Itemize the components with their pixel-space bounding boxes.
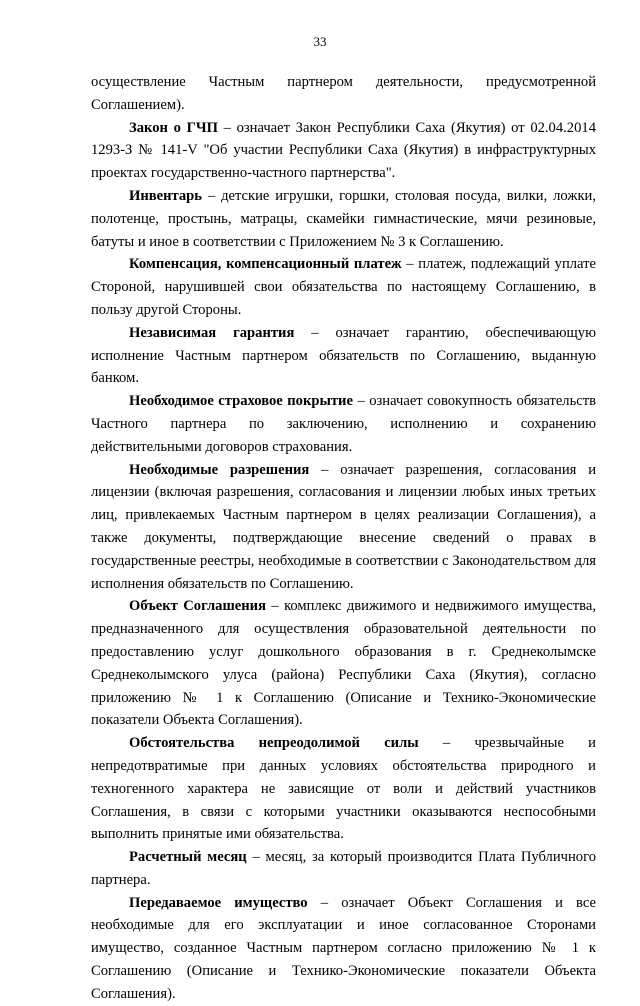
- definition-paragraph: [91, 253, 596, 321]
- definition-paragraph: [91, 185, 596, 253]
- definition-term: Обстоятельства непреодолимой силы: [129, 735, 419, 752]
- definition-paragraph: [91, 846, 596, 892]
- definition-text: – означает Закон Республики Саха (Якутия) от 02.04.2014 1293-З № 141-V "Об участии Республики Саха (Якутия) в инфраструктурных проектах государственно-частного партнерства".: [91, 119, 596, 182]
- page-number: 33: [313, 34, 327, 49]
- definition-paragraph: [91, 459, 596, 596]
- definition-text: – месяц, за который производится Плата Публичного партнера.: [91, 849, 596, 888]
- definition-term: Необходимые разрешения: [129, 461, 310, 478]
- definition-term: Инвентарь: [129, 187, 203, 204]
- definition-term: Независимая гарантия: [129, 324, 295, 341]
- definition-term: Компенсация, компенсационный платеж: [129, 256, 402, 273]
- definitions-body: [91, 71, 596, 1006]
- definition-text: – означает Объект Соглашения и все необходимые для его эксплуатации и иное согласованное Сторонами имущество, созданное Частным партнером согласно приложению № 1 к Соглашению (Описание и Технико-Экономические показатели Объекта Соглашения).: [91, 894, 596, 1002]
- definition-text: – чрезвычайные и непредотвратимые при данных условиях обстоятельства природного и техногенного характера не зависящие от воли и действий участников Соглашения, в связи с которыми участники оказываются неспособными выполнить принятые ими обязательства.: [91, 735, 596, 843]
- definition-term: Объект Соглашения: [129, 598, 266, 615]
- definition-text: – означает разрешения, согласования и лицензии (включая разрешения, согласования и лицензии любых иных третьих лиц, привлекаемых Частным партнером в целях реализации Соглашения), а также документы, подтверждающие внесение сведений о правах в государственные реестры, необходимые в соответствии с Законодательством для исполнения обязательств по Соглашению.: [91, 461, 596, 592]
- definition-paragraph: [91, 322, 596, 390]
- definition-paragraph: [91, 71, 596, 117]
- definition-text: осуществление Частным партнером деятельности, предусмотренной Соглашением).: [91, 74, 596, 113]
- definition-term: Необходимое страховое покрытие: [129, 393, 353, 410]
- definition-text: – детские игрушки, горшки, столовая посуда, вилки, ложки, полотенце, простынь, матрацы, скамейки гимнастические, мячи резиновые, батуты и иное в соответствии с Приложением № 3 к Соглашению.: [91, 187, 596, 250]
- definition-paragraph: [91, 390, 596, 458]
- definition-term: Расчетный месяц: [129, 849, 247, 866]
- definition-text: – платеж, подлежащий уплате Стороной, нарушившей свои обязательства по настоящему Соглашению, в пользу другой Стороны.: [91, 256, 596, 318]
- definition-term: Передаваемое имущество: [129, 894, 308, 911]
- definition-term: Закон о ГЧП: [129, 119, 218, 136]
- definition-paragraph: [91, 732, 596, 846]
- definition-text: – означает гарантию, обеспечивающую исполнение Частным партнером обязательств по Соглашению, выданную банком.: [91, 324, 596, 387]
- definition-text: – комплекс движимого и недвижимого имущества, предназначенного для осуществления образовательной деятельности по предоставлению услуг дошкольного образования в г. Среднеколымске Среднеколымского улуса (района) Республики Саха (Якутия), согласно приложению № 1 к Соглашению (Описание и Технико-Экономические показатели Объекта Соглашения).: [91, 598, 596, 729]
- definition-paragraph: [91, 117, 596, 185]
- definition-text: – означает совокупность обязательств Частного партнера по заключению, исполнению и сохранению действительными договоров страхования.: [91, 393, 596, 455]
- definition-paragraph: [91, 892, 596, 1006]
- definition-paragraph: [91, 595, 596, 732]
